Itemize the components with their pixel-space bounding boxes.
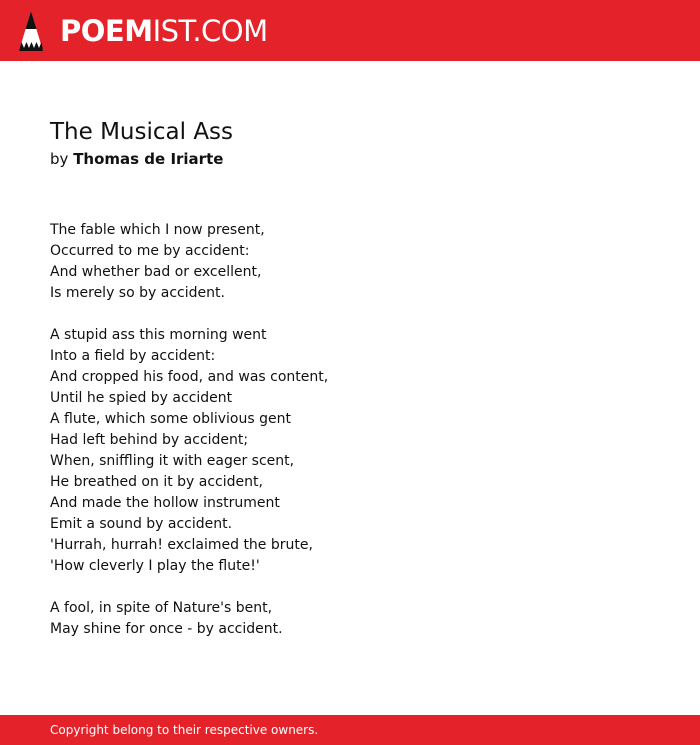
poem-title: The Musical Ass [50,119,234,145]
site-logo-text [60,9,268,53]
poem-line: A fool, in spite of Nature's bent, [50,600,273,616]
copyright-text: Copyright belong to their respective owners. [50,723,319,737]
logo-text-bold: POEM [60,14,153,48]
poem-line: And made the hollow instrument [50,495,280,511]
poem-line: A flute, which some oblivious gent [50,411,291,427]
pencil-tip-icon [18,10,44,52]
poem-line: Into a field by accident: [50,348,216,364]
poem-line: Occurred to me by accident: [50,243,250,259]
poem-container [50,117,650,661]
poem-line: Emit a sound by accident. [50,516,233,532]
logo-text-light: IST.COM [152,14,268,48]
poem-line: 'Hurrah, hurrah! exclaimed the brute, [50,537,313,553]
poem-line: May shine for once - by accident. [50,621,283,637]
poem-line: The fable which I now present, [50,222,265,238]
poem-line: When, sniffling it with eager scent, [50,453,295,469]
poem-line: Until he spied by accident [50,390,233,406]
poem-line: And whether bad or excellent, [50,264,262,280]
poem-line: He breathed on it by accident, [50,474,263,490]
by-label: by [50,150,69,168]
poem-line: Is merely so by accident. [50,285,225,301]
poem-byline [50,149,650,169]
stanza [50,220,650,304]
poem-line: 'How cleverly I play the flute!' [50,558,260,574]
poem-line: And cropped his food, and was content, [50,369,329,385]
site-footer [0,715,700,745]
poem-body [50,220,650,640]
poem-line: Had left behind by accident; [50,432,249,448]
site-logo-link[interactable] [18,9,268,53]
stanza [50,598,650,640]
stanza [50,325,650,577]
poem-line: A stupid ass this morning went [50,327,267,343]
site-header [0,0,700,61]
author-link[interactable]: Thomas de Iriarte [73,150,224,168]
